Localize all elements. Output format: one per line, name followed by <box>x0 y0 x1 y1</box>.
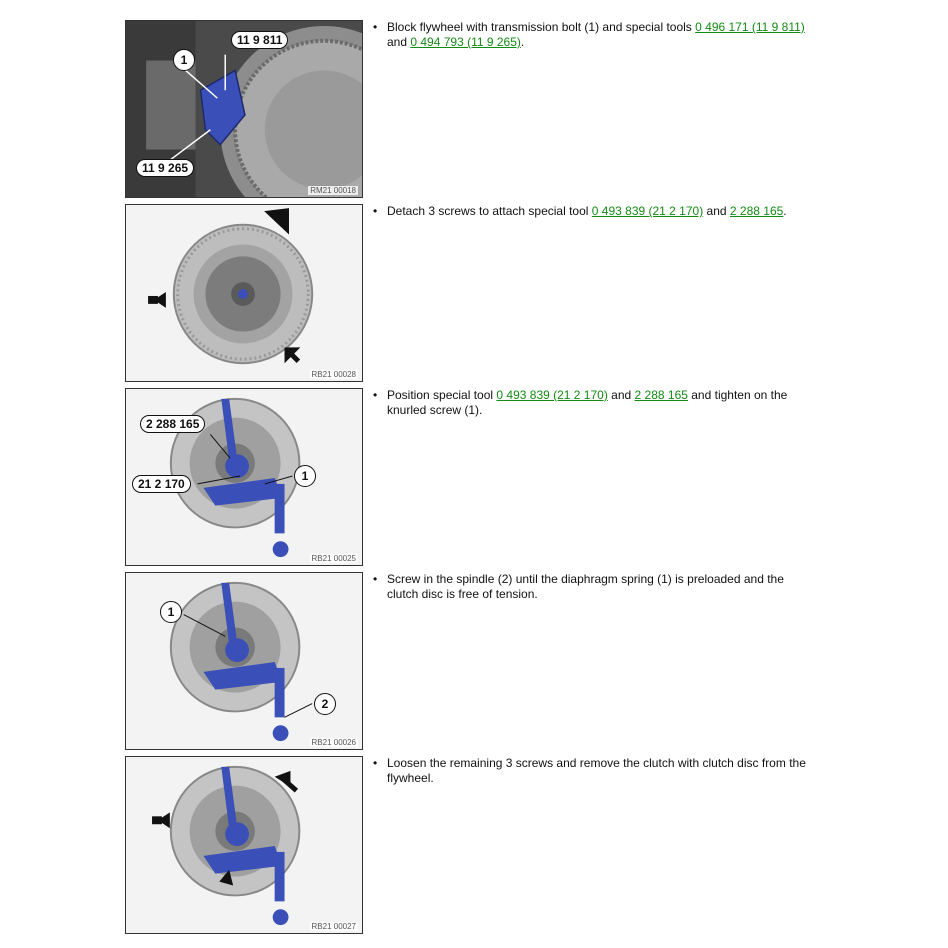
bullet: • <box>373 388 378 402</box>
instruction: Loosen the remaining 3 screws and remove the clutch with clutch disc from the flywheel. <box>387 756 806 785</box>
text-part: . <box>520 35 525 49</box>
figure-special-tool-position <box>125 388 363 566</box>
link-tool-2-288-165[interactable]: 2 288 165 <box>634 388 688 402</box>
callout-tool-11-9-811: 11 9 811 <box>231 31 288 49</box>
callout-number-1: 1 <box>294 465 316 487</box>
callout-tool-2-288-165: 2 288 165 <box>140 415 205 433</box>
text-part: and <box>607 388 635 402</box>
callout-number-2: 2 <box>314 693 336 715</box>
text-part: and <box>387 35 411 49</box>
callout-tool-21-2-170: 21 2 170 <box>132 475 191 493</box>
text-part: Detach 3 screws to attach special tool <box>387 204 592 218</box>
figure-code: RB21 00028 <box>311 370 356 379</box>
bullet: • <box>373 20 378 34</box>
instruction <box>387 388 817 418</box>
figure-remove-clutch <box>125 756 363 934</box>
bullet: • <box>373 204 378 218</box>
text-part: Block flywheel with transmission bolt (1) and special tools <box>387 20 696 34</box>
link-tool-0-496-171[interactable]: 0 496 171 (11 9 811) <box>695 20 805 34</box>
instruction <box>387 20 817 50</box>
instruction <box>387 204 817 219</box>
bullet: • <box>373 572 378 586</box>
text-part: and tighten on the knurled screw (1). <box>387 388 788 417</box>
instruction: Screw in the spindle (2) until the diaphragm spring (1) is preloaded and the clutch disc is free of tension. <box>387 572 784 601</box>
callout-number-1: 1 <box>173 49 195 71</box>
text-part: Position special tool <box>387 388 497 402</box>
figure-spindle <box>125 572 363 750</box>
link-tool-0-493-839[interactable]: 0 493 839 (21 2 170) <box>496 388 608 402</box>
callout-number-1: 1 <box>160 601 182 623</box>
link-tool-0-494-793[interactable]: 0 494 793 (11 9 265) <box>410 35 521 49</box>
spindle-illustration <box>126 573 362 749</box>
text-part: . <box>783 204 787 218</box>
remove-clutch-illustration <box>126 757 362 933</box>
figure-code: RB21 00027 <box>311 922 356 931</box>
figure-code: RM21 00018 <box>310 186 356 195</box>
figure-clutch-screws <box>125 204 363 382</box>
bullet: • <box>373 756 378 770</box>
figure-code: RB21 00026 <box>311 738 356 747</box>
figure-flywheel-block <box>125 20 363 198</box>
link-tool-2-288-165[interactable]: 2 288 165 <box>729 204 784 218</box>
callout-tool-11-9-265: 11 9 265 <box>136 159 194 177</box>
figure-code: RB21 00025 <box>311 554 356 563</box>
link-tool-0-493-839[interactable]: 0 493 839 (21 2 170) <box>591 204 704 218</box>
clutch-screws-illustration <box>126 205 362 381</box>
text-part: and <box>703 204 730 218</box>
